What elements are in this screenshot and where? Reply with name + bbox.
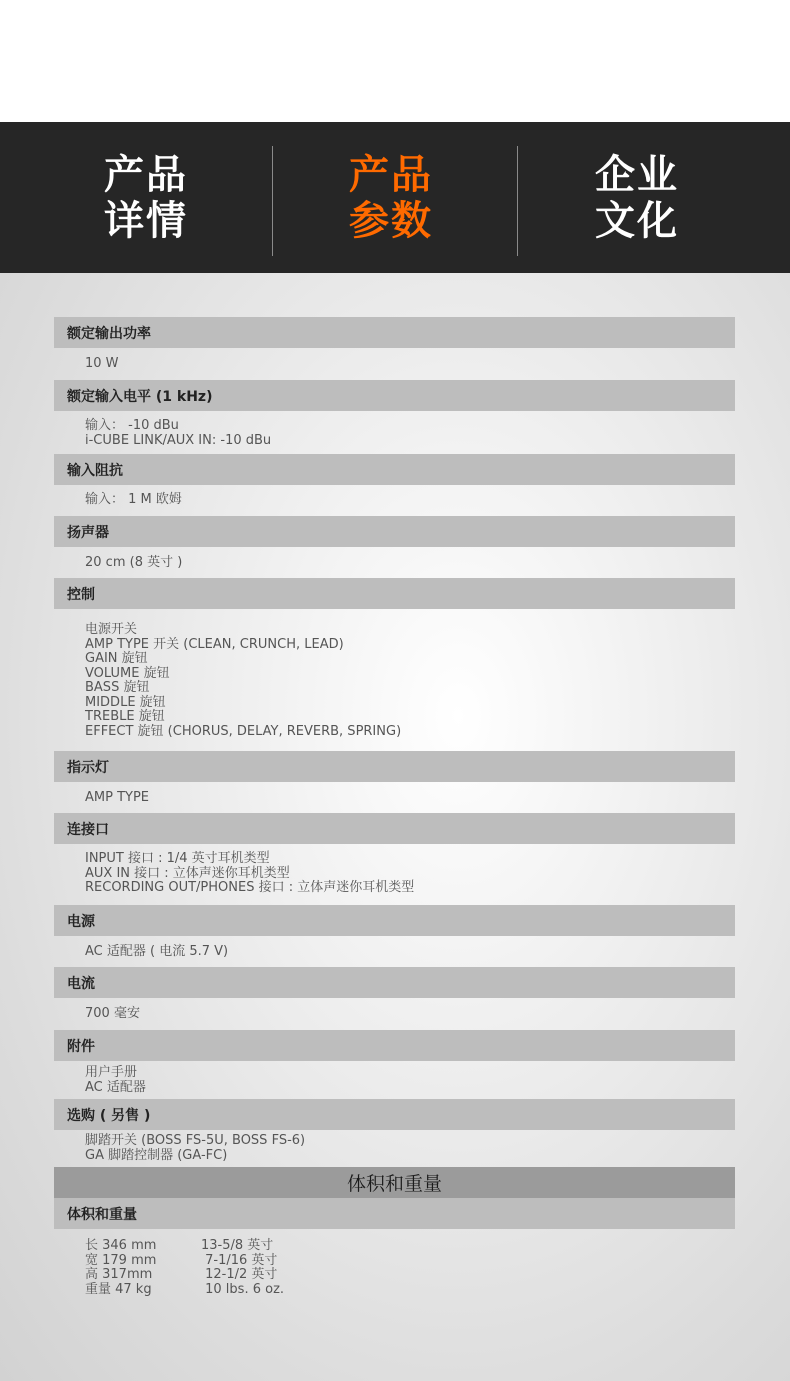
tab-product-details[interactable] bbox=[46, 122, 246, 273]
spec-header: 电源 bbox=[54, 905, 735, 936]
tab-label-line2: 参数 bbox=[349, 197, 433, 244]
dimension-imperial: 12-1/2 英寸 bbox=[201, 1267, 278, 1282]
dimension-metric: 重量 47 kg bbox=[85, 1281, 152, 1297]
tab-navigation bbox=[0, 122, 790, 273]
spec-value: GAIN 旋钮 bbox=[85, 651, 148, 666]
dimension-imperial: 7-1/16 英寸 bbox=[201, 1252, 278, 1268]
spec-value: AMP TYPE 开关 (CLEAN, CRUNCH, LEAD) bbox=[85, 636, 344, 652]
spec-body bbox=[54, 782, 735, 813]
dimension-metric: 长 346 mm bbox=[85, 1238, 157, 1253]
spec-value: BASS 旋钮 bbox=[85, 680, 150, 695]
spec-body bbox=[54, 1061, 735, 1099]
spec-body bbox=[54, 485, 735, 516]
spec-value: EFFECT 旋钮 (CHORUS, DELAY, REVERB, SPRING) bbox=[85, 723, 402, 739]
spec-header: 电流 bbox=[54, 967, 735, 998]
spec-header: 附件 bbox=[54, 1030, 735, 1061]
spec-value: INPUT 接口 : 1/4 英寸耳机类型 bbox=[85, 851, 270, 866]
spec-body bbox=[54, 936, 735, 967]
spec-value: MIDDLE 旋钮 bbox=[85, 694, 166, 710]
tab-divider bbox=[517, 146, 518, 256]
spec-body bbox=[54, 547, 735, 578]
spec-header: 体积和重量 bbox=[54, 1198, 735, 1229]
spec-header: 额定输出功率 bbox=[54, 317, 735, 348]
spec-value: 输入： 1 M 欧姆 bbox=[85, 492, 182, 507]
spec-value: AC 适配器 bbox=[85, 1079, 146, 1095]
spec-header: 指示灯 bbox=[54, 751, 735, 782]
spec-header: 额定输入电平 (1 kHz) bbox=[54, 380, 735, 411]
dimension-metric: 高 317mm bbox=[85, 1267, 153, 1282]
tab-label-line2: 文化 bbox=[595, 197, 679, 244]
spec-panel bbox=[0, 273, 790, 1381]
dimensions-band-title: 体积和重量 bbox=[54, 1167, 735, 1198]
spec-value: 脚踏开关 (BOSS FS-5U, BOSS FS-6) bbox=[85, 1133, 306, 1148]
spec-value: 10 W bbox=[85, 356, 119, 371]
dimensions-table bbox=[54, 1229, 735, 1297]
spec-header: 输入阻抗 bbox=[54, 454, 735, 485]
spec-body bbox=[54, 998, 735, 1030]
spec-value: 700 毫安 bbox=[85, 1006, 140, 1021]
spec-list bbox=[54, 317, 735, 1297]
top-blank-area bbox=[0, 0, 790, 122]
tab-product-specs[interactable] bbox=[291, 122, 491, 273]
spec-body bbox=[54, 411, 735, 454]
spec-value: RECORDING OUT/PHONES 接口 : 立体声迷你耳机类型 bbox=[85, 880, 415, 895]
spec-body bbox=[54, 609, 735, 751]
dimension-imperial: 13-5/8 英寸 bbox=[201, 1238, 274, 1253]
tab-label-line1: 产品 bbox=[104, 151, 188, 198]
tab-label-line1: 产品 bbox=[349, 151, 433, 198]
spec-header: 扬声器 bbox=[54, 516, 735, 547]
spec-header: 控制 bbox=[54, 578, 735, 609]
spec-value: 用户手册 bbox=[85, 1065, 138, 1080]
spec-value: TREBLE 旋钮 bbox=[85, 709, 165, 724]
spec-header: 连接口 bbox=[54, 813, 735, 844]
spec-value: AC 适配器 ( 电流 5.7 V) bbox=[85, 944, 229, 959]
spec-header: 选购 ( 另售 ) bbox=[54, 1099, 735, 1130]
spec-body bbox=[54, 1130, 735, 1167]
tab-label-line2: 详情 bbox=[104, 197, 188, 244]
spec-value: 电源开关 bbox=[85, 622, 138, 637]
spec-value: AUX IN 接口 : 立体声迷你耳机类型 bbox=[85, 865, 290, 881]
spec-body bbox=[54, 844, 735, 905]
spec-value: 20 cm (8 英寸 ) bbox=[85, 555, 183, 570]
spec-value: i-CUBE LINK/AUX IN: -10 dBu bbox=[85, 432, 272, 448]
dimension-metric: 宽 179 mm bbox=[85, 1252, 157, 1268]
spec-value: GA 脚踏控制器 (GA-FC) bbox=[85, 1147, 228, 1163]
tab-divider bbox=[272, 146, 273, 256]
spec-value: 输入： -10 dBu bbox=[85, 418, 179, 433]
spec-value: VOLUME 旋钮 bbox=[85, 665, 170, 681]
tab-company-culture[interactable] bbox=[537, 122, 737, 273]
dimension-imperial: 10 lbs. 6 oz. bbox=[201, 1281, 285, 1297]
spec-body bbox=[54, 348, 735, 380]
spec-value: AMP TYPE bbox=[85, 790, 150, 805]
tab-label-line1: 企业 bbox=[595, 151, 679, 198]
